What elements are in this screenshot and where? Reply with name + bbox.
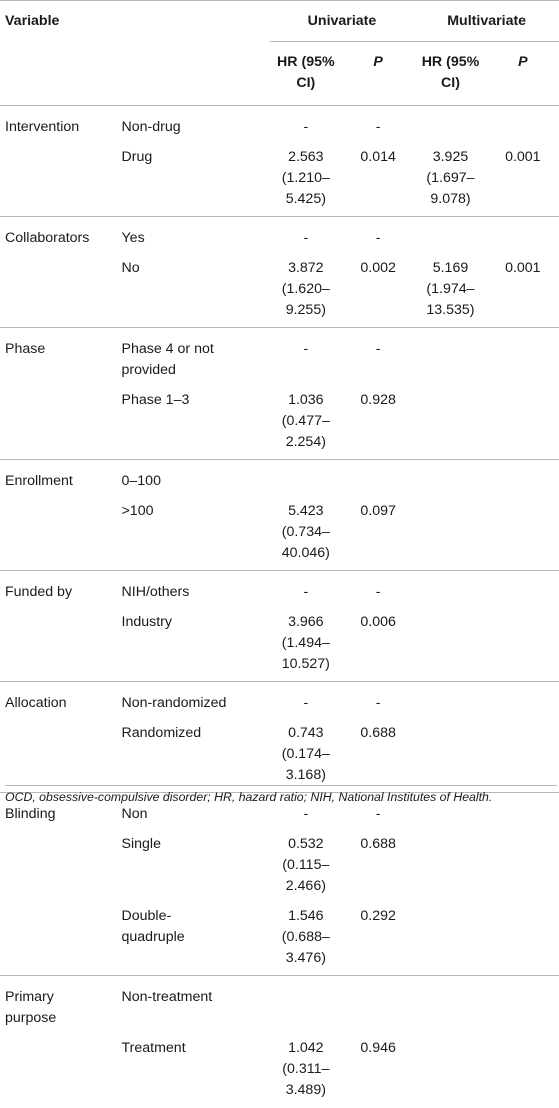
row-variable	[0, 609, 122, 682]
row-multi-hr	[414, 387, 486, 460]
header-variable: Variable	[0, 0, 122, 42]
row-uni-hr	[270, 976, 342, 1036]
row-level: Non	[122, 793, 270, 832]
row-variable	[0, 831, 122, 903]
row-multi-p	[487, 498, 559, 571]
table-row	[0, 903, 559, 976]
row-variable: Blinding	[0, 793, 122, 832]
row-uni-hr: -	[270, 571, 342, 610]
table-row	[0, 609, 559, 682]
row-level: Randomized	[122, 720, 270, 793]
row-multi-p	[487, 460, 559, 499]
row-multi-hr	[414, 498, 486, 571]
row-uni-p: -	[342, 682, 414, 721]
row-variable	[0, 1035, 122, 1108]
header-blank-1	[122, 42, 270, 106]
row-uni-hr: 1.042 (0.311–3.489)	[270, 1035, 342, 1108]
row-uni-p: -	[342, 106, 414, 145]
row-multi-p	[487, 571, 559, 610]
table-row	[0, 498, 559, 571]
table-row	[0, 255, 559, 328]
header-multi-p	[487, 42, 559, 106]
table-row	[0, 106, 559, 145]
header-multivariate: Multivariate	[414, 0, 559, 42]
row-variable: Collaborators	[0, 217, 122, 256]
row-uni-p: -	[342, 571, 414, 610]
row-uni-hr: 0.532 (0.115–2.466)	[270, 831, 342, 903]
row-variable: Enrollment	[0, 460, 122, 499]
row-uni-hr: -	[270, 106, 342, 145]
row-uni-hr: 3.966 (1.494–10.527)	[270, 609, 342, 682]
row-level: Treatment	[122, 1035, 270, 1108]
header-multi-hr: HR (95% CI)	[414, 42, 486, 106]
table-row	[0, 144, 559, 217]
row-uni-hr: -	[270, 217, 342, 256]
row-uni-hr: 5.423 (0.734–40.046)	[270, 498, 342, 571]
row-uni-hr: 1.546 (0.688–3.476)	[270, 903, 342, 976]
row-multi-p	[487, 720, 559, 793]
row-uni-hr: 1.036 (0.477–2.254)	[270, 387, 342, 460]
header-uni-p	[342, 42, 414, 106]
table-row	[0, 1035, 559, 1108]
row-level: Non-treatment	[122, 976, 270, 1036]
row-multi-p: 0.001	[487, 255, 559, 328]
row-variable: Funded by	[0, 571, 122, 610]
row-variable	[0, 720, 122, 793]
table-row	[0, 217, 559, 256]
row-multi-hr	[414, 682, 486, 721]
row-multi-hr	[414, 460, 486, 499]
row-multi-hr	[414, 831, 486, 903]
row-uni-hr: 0.743 (0.174–3.168)	[270, 720, 342, 793]
table-row	[0, 682, 559, 721]
table-row	[0, 571, 559, 610]
row-multi-hr	[414, 217, 486, 256]
row-level: Drug	[122, 144, 270, 217]
row-multi-hr	[414, 903, 486, 976]
row-uni-p: -	[342, 328, 414, 388]
header-univariate: Univariate	[270, 0, 415, 42]
table-row	[0, 831, 559, 903]
header-row-1	[0, 0, 559, 42]
row-uni-p: 0.688	[342, 720, 414, 793]
row-multi-p	[487, 903, 559, 976]
row-multi-p	[487, 387, 559, 460]
row-multi-hr: 3.925 (1.697–9.078)	[414, 144, 486, 217]
header-uni-p-text: P	[373, 54, 382, 70]
row-uni-p: -	[342, 217, 414, 256]
row-multi-p	[487, 328, 559, 388]
row-level: 0–100	[122, 460, 270, 499]
table-row	[0, 387, 559, 460]
row-multi-hr	[414, 328, 486, 388]
row-variable: Primary purpose	[0, 976, 122, 1036]
row-variable: Intervention	[0, 106, 122, 145]
header-uni-hr: HR (95% CI)	[270, 42, 342, 106]
row-uni-p: 0.002	[342, 255, 414, 328]
row-uni-hr: 2.563 (1.210–5.425)	[270, 144, 342, 217]
row-uni-p: 0.014	[342, 144, 414, 217]
row-multi-hr	[414, 720, 486, 793]
row-multi-p	[487, 976, 559, 1036]
row-level: Single	[122, 831, 270, 903]
row-multi-hr	[414, 571, 486, 610]
row-uni-p: 0.097	[342, 498, 414, 571]
row-multi-p	[487, 682, 559, 721]
table-footnote: OCD, obsessive-compulsive disorder; HR, hazard ratio; NIH, National Institutes of Health.	[5, 785, 557, 804]
row-level: Yes	[122, 217, 270, 256]
header-blank-0	[0, 42, 122, 106]
row-uni-hr: -	[270, 328, 342, 388]
row-uni-p: 0.292	[342, 903, 414, 976]
table-row	[0, 328, 559, 388]
row-uni-p: 0.688	[342, 831, 414, 903]
row-level: No	[122, 255, 270, 328]
row-multi-p: 0.001	[487, 144, 559, 217]
row-variable	[0, 387, 122, 460]
header-blank	[122, 0, 270, 42]
row-level: Phase 4 or not provided	[122, 328, 270, 388]
header-multi-p-text: P	[518, 54, 527, 70]
row-uni-hr: -	[270, 682, 342, 721]
row-multi-hr: 5.169 (1.974–13.535)	[414, 255, 486, 328]
row-uni-p: 0.006	[342, 609, 414, 682]
row-uni-hr: -	[270, 793, 342, 832]
row-variable: Allocation	[0, 682, 122, 721]
row-variable: Phase	[0, 328, 122, 388]
row-variable	[0, 498, 122, 571]
row-variable	[0, 903, 122, 976]
row-uni-p: 0.928	[342, 387, 414, 460]
table-row	[0, 460, 559, 499]
table-row	[0, 976, 559, 1036]
row-uni-hr: 3.872 (1.620–9.255)	[270, 255, 342, 328]
row-uni-p: -	[342, 793, 414, 832]
row-multi-p	[487, 609, 559, 682]
header-row-2	[0, 42, 559, 106]
row-multi-hr	[414, 106, 486, 145]
row-multi-hr	[414, 976, 486, 1036]
row-multi-hr	[414, 1035, 486, 1108]
row-uni-p	[342, 976, 414, 1036]
row-multi-p	[487, 217, 559, 256]
row-multi-p	[487, 1035, 559, 1108]
row-uni-p: 0.946	[342, 1035, 414, 1108]
row-level: Non-randomized	[122, 682, 270, 721]
row-level: Industry	[122, 609, 270, 682]
row-level: Phase 1–3	[122, 387, 270, 460]
row-level: Non-drug	[122, 106, 270, 145]
row-uni-p	[342, 460, 414, 499]
row-uni-hr	[270, 460, 342, 499]
row-multi-p	[487, 106, 559, 145]
row-multi-p	[487, 831, 559, 903]
table-body	[0, 106, 559, 1108]
row-multi-hr	[414, 609, 486, 682]
row-level: >100	[122, 498, 270, 571]
row-variable	[0, 144, 122, 217]
row-level: Double- quadruple	[122, 903, 270, 976]
row-variable	[0, 255, 122, 328]
row-level: NIH/others	[122, 571, 270, 610]
table-row	[0, 720, 559, 793]
